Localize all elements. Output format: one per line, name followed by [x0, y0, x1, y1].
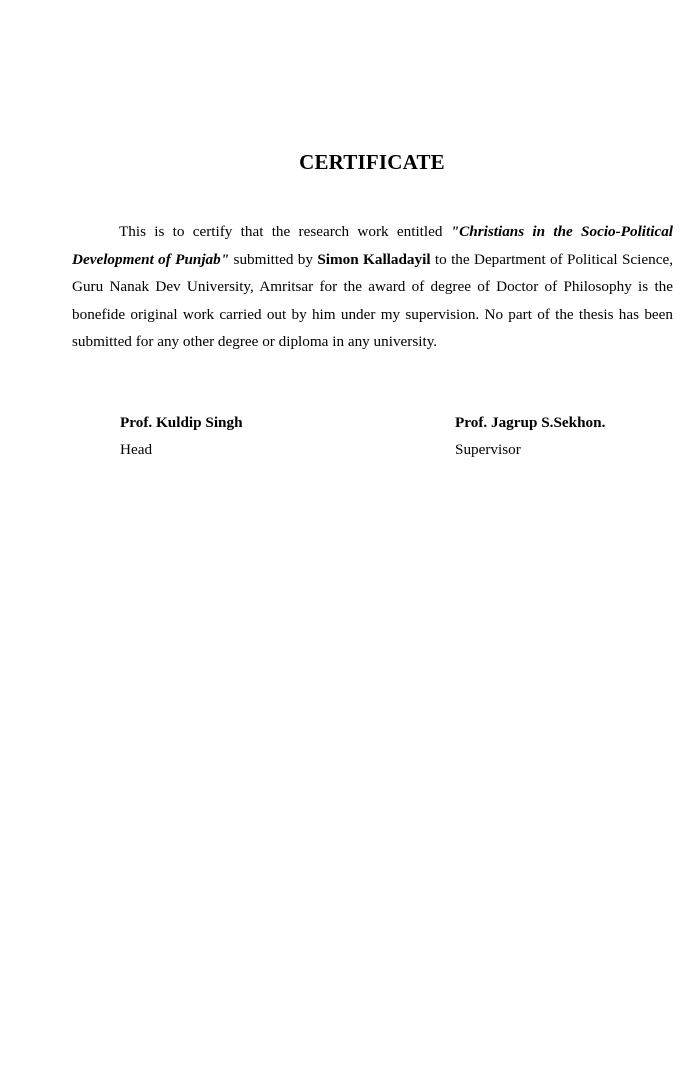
certificate-body	[72, 218, 673, 356]
signatory-head	[120, 409, 243, 463]
signatory-role: Supervisor	[455, 441, 521, 458]
candidate-name: Simon Kalladayil	[317, 250, 431, 268]
body-text-part1: This is to certify that the research work entitled	[119, 223, 451, 240]
thesis-title: "Christians in the Socio-Political Development of Punjab"	[72, 223, 674, 268]
signatory-role: Head	[120, 441, 153, 458]
signatory-name: Prof. Kuldip Singh	[120, 414, 243, 431]
body-text-part3: to the Department of Political Science, Guru Nanak Dev University, Amritsar for the award of degree of Doctor of Philosophy is the bonefide original work carried out by him under my supervision. No part of the thesis has been submitted for any other degree or diploma in any university.	[72, 250, 674, 350]
body-text-part2: submitted by	[229, 250, 318, 268]
page-title: CERTIFICATE	[299, 150, 445, 174]
signatory-name: Prof. Jagrup S.Sekhon.	[455, 414, 606, 431]
signatory-supervisor	[455, 409, 605, 463]
